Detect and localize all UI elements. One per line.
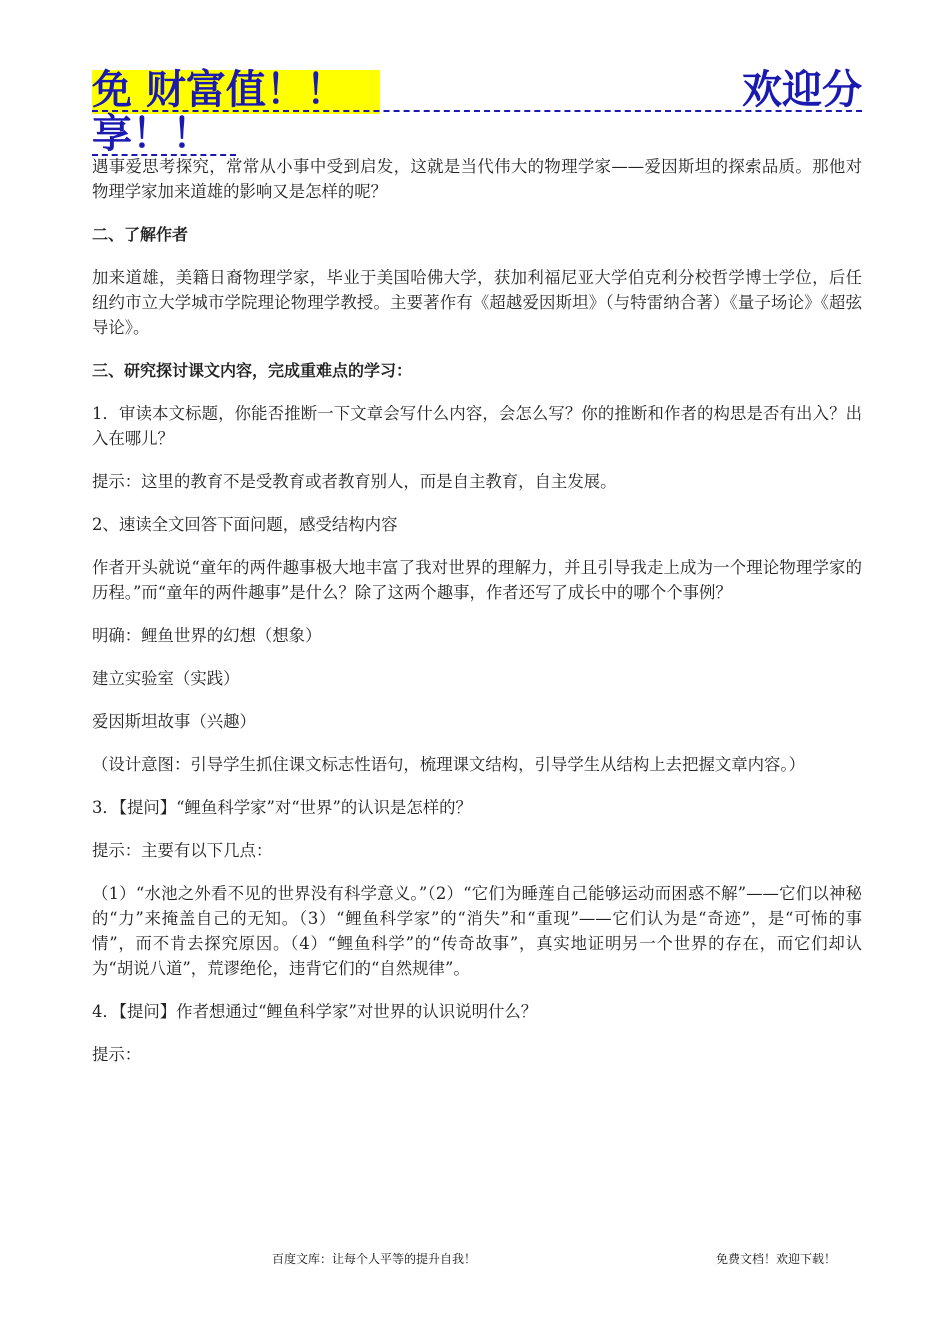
footer-left-text: 百度文库：让每个人平等的提升自我！ — [272, 1252, 477, 1266]
paragraph-author-bio: 加来道雄，美籍日裔物理学家，毕业于美国哈佛大学，获加利福尼亚大学伯克利分校哲学博士学位，后任纽约市立大学城市学院理论物理学教授。主要著作有《超越爱因斯坦》（与特雷纳合著）《量子场论》《超弦导论》。 — [92, 268, 862, 337]
paragraph-points: （1）“水池之外看不见的世界没有科学意义。”（2）“它们为睡莲自己能够运动而困惑不解”——它们以神秘的“力”来掩盖自己的无知。（3）“鲤鱼科学家”的“消失”和“重现”——它们认为是“奇迹”，是“可怖的事情”，而不肯去探究原因。（4）“鲤鱼科学”的“传奇故事”，真实地证明另一个世界的存在，而它们却认为“胡说八道”，荒谬绝伦，违背它们的“自然规律”。 — [92, 884, 862, 978]
paragraph-answer-2: 建立实验室（实践） — [92, 669, 240, 688]
paragraph-intro: 遇事爱思考探究，常常从小事中受到启发，这就是当代伟大的物理学家——爱因斯坦的探索品质。那他对物理学家加来道雄的影响又是怎样的呢？ — [92, 157, 862, 201]
paragraph-hint-1: 提示：这里的教育不是受教育或者教育别人，而是自主教育，自主发展。 — [92, 472, 617, 491]
banner-text-share: 享！！ — [92, 111, 212, 157]
paragraph-design-intent: （设计意图：引导学生抓住课文标志性语句，梳理课文结构，引导学生从结构上去把握文章内容。） — [92, 755, 805, 774]
paragraph-answer-3: 爱因斯坦故事（兴趣） — [92, 712, 256, 731]
paragraph-question-2: 2、速读全文回答下面问题，感受结构内容 — [92, 515, 398, 534]
section-heading-author: 二、了解作者 — [92, 225, 189, 244]
paragraph-question-4: 4．【提问】作者想通过“鲤鱼科学家”对世界的认识说明什么？ — [92, 1002, 538, 1021]
paragraph-question-3: 3．【提问】“鲤鱼科学家”对“世界”的认识是怎样的？ — [92, 798, 472, 817]
paragraph-quote: 作者开头就说“童年的两件趣事极大地丰富了我对世界的理解力，并且引导我走上成为一个理论物理学家的历程。”而“童年的两件趣事”是什么？除了这两个趣事，作者还写了成长中的哪个个事例？ — [92, 558, 862, 602]
promo-banner — [92, 66, 862, 158]
banner-text-free: 免 财富值！！ — [92, 67, 346, 113]
paragraph-hint-3: 提示：主要有以下几点： — [92, 841, 273, 860]
section-heading-study: 三、研究探讨课文内容，完成重难点的学习： — [92, 361, 413, 380]
footer-right-text: 免费文档！欢迎下载！ — [716, 1252, 837, 1266]
document-body — [92, 154, 862, 1085]
paragraph-answer-1: 明确：鲤鱼世界的幻想（想象） — [92, 626, 322, 645]
banner-text-welcome: 欢迎分 — [742, 67, 862, 113]
paragraph-question-1: 1．审读本文标题，你能否推断一下文章会写什么内容，会怎么写？你的推断和作者的构思是否有出入？出入在哪儿？ — [92, 404, 862, 448]
paragraph-hint-4: 提示： — [92, 1045, 142, 1064]
